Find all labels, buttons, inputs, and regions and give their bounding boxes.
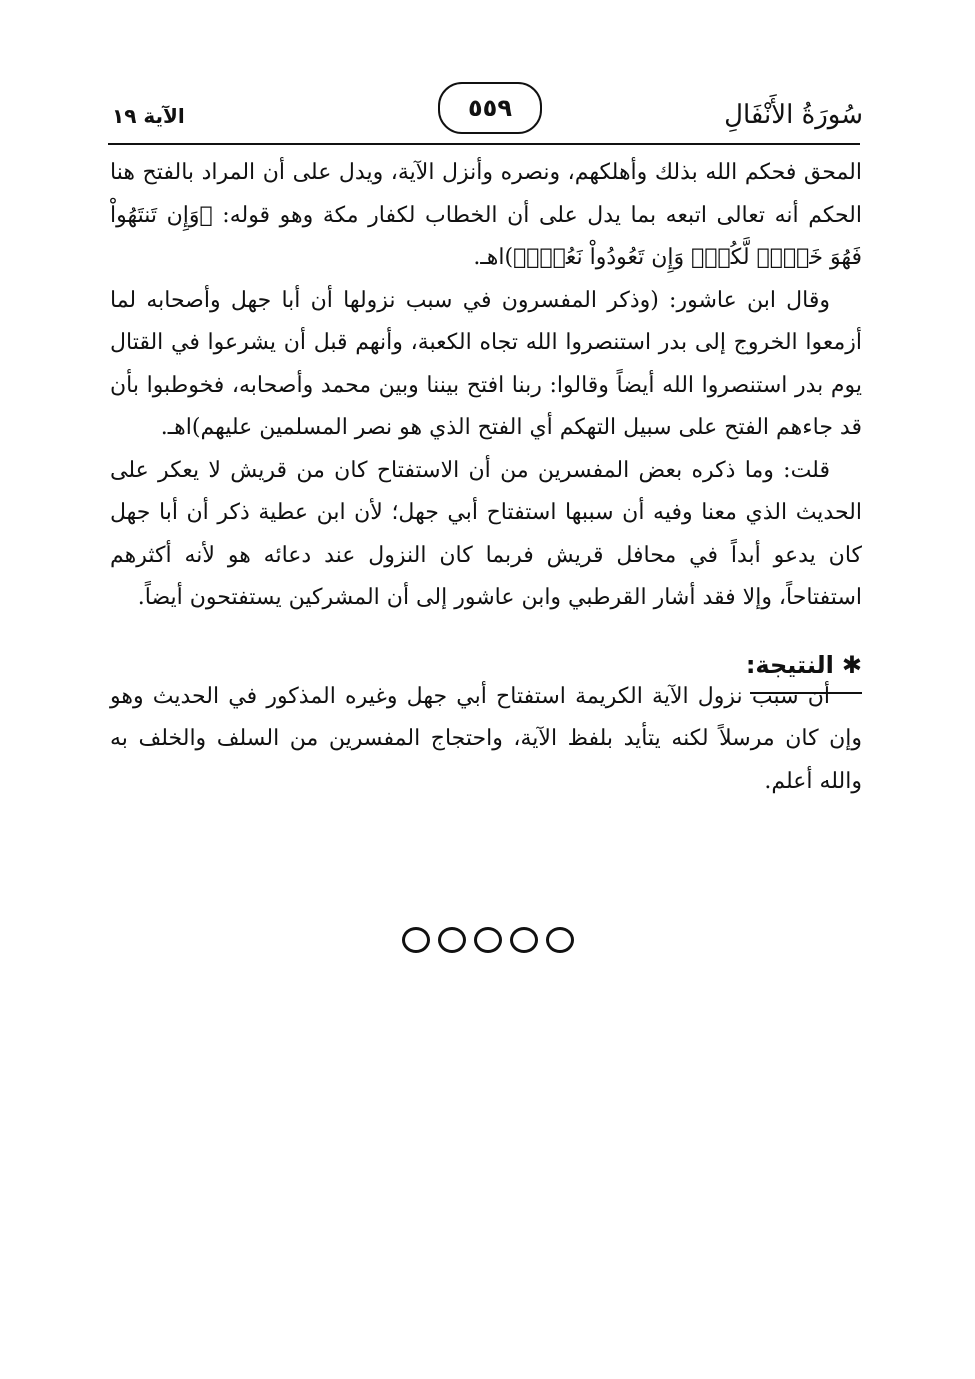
page-header	[108, 82, 863, 142]
header-rule	[108, 143, 860, 145]
star-icon: ✱	[841, 650, 862, 679]
surah-name: سُورَةُ الأَنْفَالِ	[724, 100, 863, 130]
result-heading-text: النتيجة:	[745, 650, 834, 679]
circle-ornament-icon	[474, 927, 502, 953]
circle-ornament-icon	[438, 927, 466, 953]
paragraph-1-end: )اهـ.	[473, 245, 514, 270]
circle-ornament-icon	[546, 927, 574, 953]
section-end-ornament	[0, 918, 975, 959]
circle-ornament-icon	[402, 927, 430, 953]
paragraph-1-text: المحق فحكم الله بذلك وأهلكهم، ونصره وأنزل الآية، ويدل على أن المراد بالفتح هنا الحكم أنه تعالى اتبعه بما يدل على أن الخطاب لكفار مكة وهو قوله:	[110, 160, 863, 228]
circle-ornament-icon	[510, 927, 538, 953]
verse-label: الآية ١٩	[112, 104, 185, 128]
page-body	[110, 152, 862, 803]
paragraph-1	[110, 152, 862, 280]
quran-verse: ﴿وَإِن تَنتَهُواْ فَهُوَ خَيۡرٞ لَّكُمۡۖ وَإِن تَعُودُواْ نَعُدۡۚ﴾	[110, 202, 862, 270]
page-number: ٥٥٩	[438, 82, 542, 134]
paragraph-3: قلت: وما ذكره بعض المفسرين من أن الاستفتاح كان من قريش لا يعكر على الحديث الذي معنا وفيه أن سببها استفتاح أبي جهل؛ لأن ابن عطية ذكر أن أبا جهل كان يدعو أبداً في محافل قريش فربما كان النزول عند دعائه هو لأنه أكثرهم استفتاحاً، وإلا فقد أشار القرطبي وابن عاشور إلى أن المشركين يستفتحون أيضاً.	[110, 457, 862, 610]
result-paragraph: أن سبب نزول الآية الكريمة استفتاح أبي جهل وغيره المذكور في الحديث وهو وإن كان مرسلاً لكنه يتأيد بلفظ الآية، واحتجاج المفسرين من السلف والخلف به والله أعلم.	[110, 683, 862, 794]
paragraph-2: وقال ابن عاشور: (وذكر المفسرون في سبب نزولها أن أبا جهل وأصحابه لما أزمعوا الخروج إلى بدر استنصروا الله تجاه الكعبة، وأنهم قبل أن يشرعوا في القتال يوم بدر استنصروا الله أيضاً وقالوا: ربنا افتح بيننا وبين محمد وأصحابه، فخوطبوا بأن قد جاءهم الفتح على سبيل التهكم أي الفتح الذي هو نصر المسلمين عليهم)اهـ.	[110, 287, 862, 440]
result-heading-wrap	[110, 620, 862, 679]
